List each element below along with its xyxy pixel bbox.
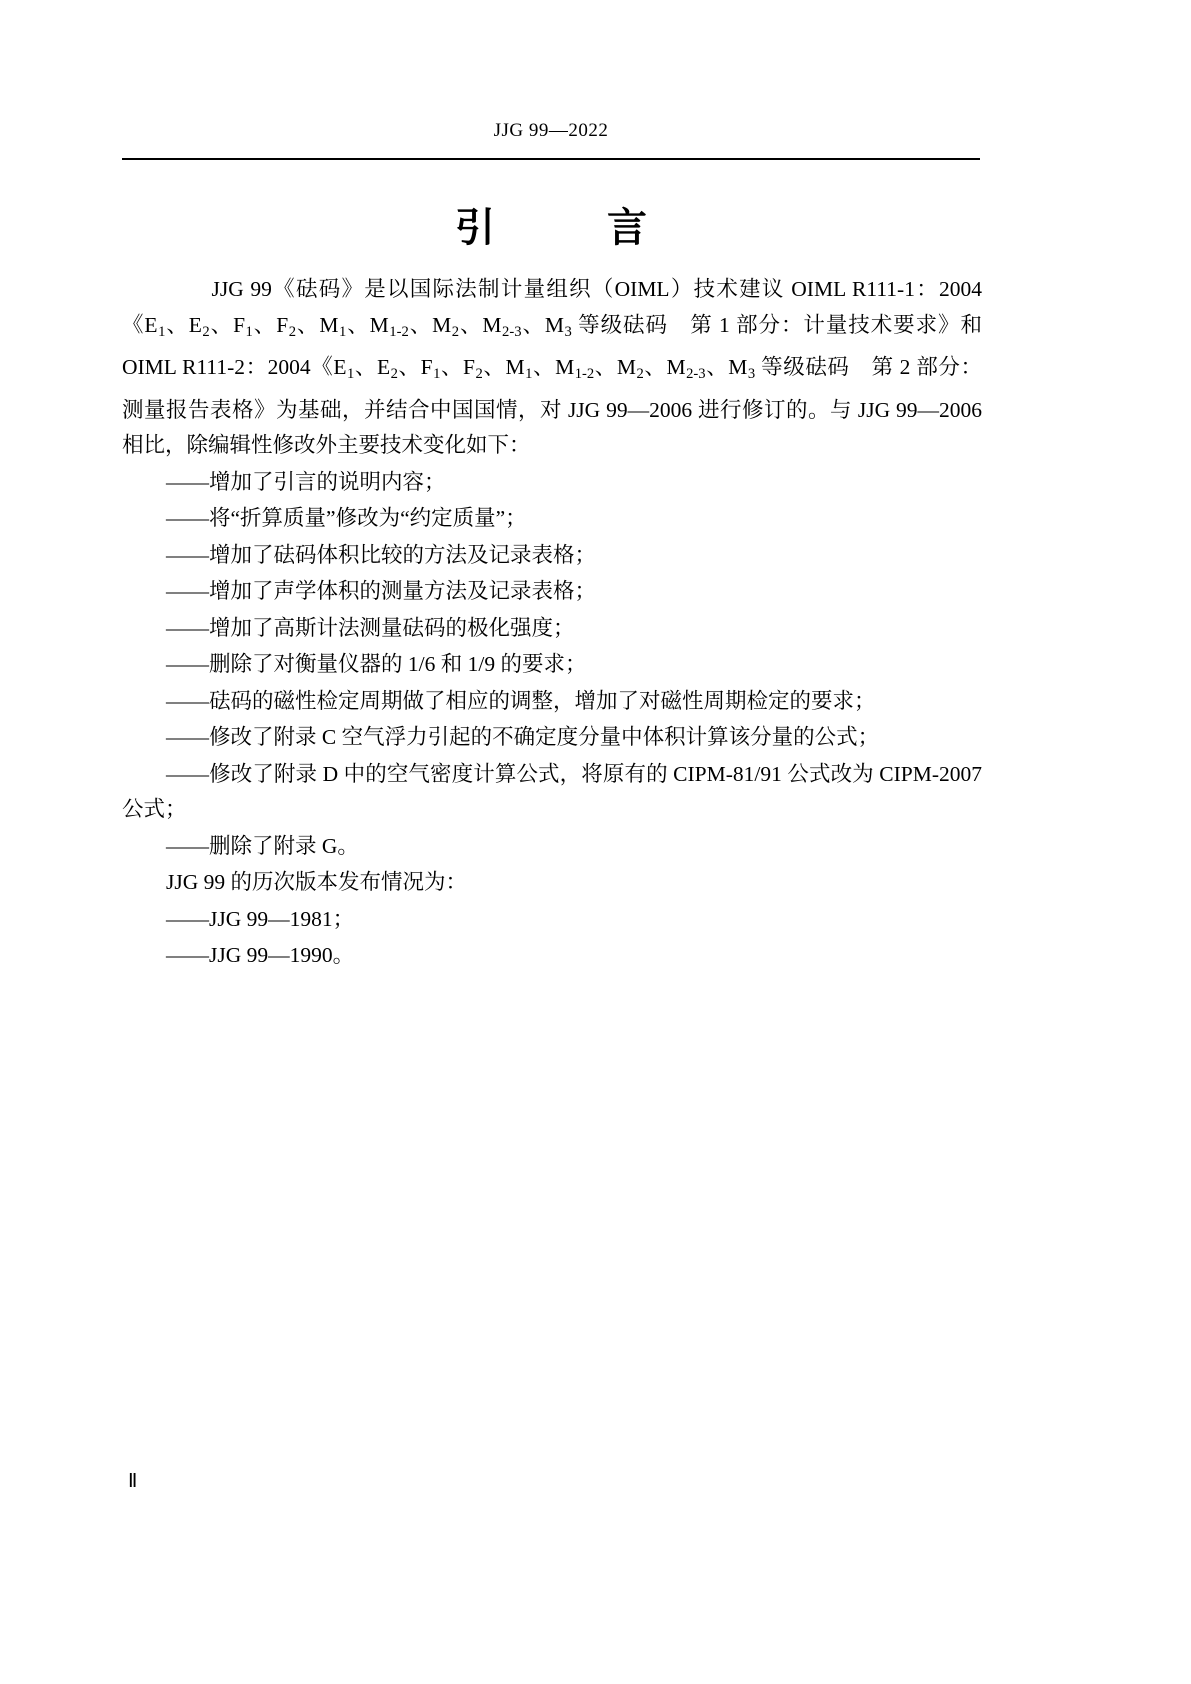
change-2: ——将“折算质量”修改为“约定质量”； (166, 506, 527, 531)
subscript: 1 (158, 323, 166, 340)
subscript: 3 (564, 323, 572, 340)
subscript: 1-2 (389, 323, 409, 340)
running-header: JJG 99—2022 (493, 120, 609, 141)
page-number: Ⅱ (128, 1471, 138, 1492)
change-8: ——修改了附录 C 空气浮力引起的不确定度分量中体积计算该分量的公式； (166, 725, 880, 750)
page-title: 引 言 (455, 205, 683, 251)
subscript: 2 (636, 366, 644, 383)
change-9: ——修改了附录 D 中的空气密度计算公式，将原有的 CIPM-81/91 公式改为 CIPM-2007 公式； (122, 761, 982, 822)
change-3: ——增加了砝码体积比较的方法及记录表格； (166, 542, 597, 567)
subscript: 2-3 (686, 366, 706, 383)
change-5: ——增加了高斯计法测量砝码的极化强度； (166, 615, 575, 640)
subscript: 2-3 (502, 323, 522, 340)
subscript: 2 (475, 366, 483, 383)
change-6: ——删除了对衡量仪器的 1/6 和 1/9 的要求； (166, 652, 587, 677)
history-lead: JJG 99 的历次版本发布情况为： (166, 870, 468, 895)
change-7: ——砝码的磁性检定周期做了相应的调整，增加了对磁性周期检定的要求； (166, 688, 876, 713)
subscript: 1-2 (574, 366, 595, 383)
history-2: ——JJG 99—1990。 (166, 943, 355, 968)
subscript: 2 (390, 366, 398, 383)
body-content (122, 272, 982, 975)
subscript: 1 (338, 323, 347, 340)
change-4: ——增加了声学体积的测量方法及记录表格； (166, 579, 597, 604)
change-1: ——增加了引言的说明内容； (166, 469, 446, 494)
subscript: 2 (288, 323, 296, 340)
intro-paragraph: JJG 99《砝码》是以国际法制计量组织（OIML）技术建议 OIML R111-1：2004《$E_1$、$E_2$、$F_1$、$F_2$、$M_1$、$M_{1-2}$、$M_2$、$M_{2-3}$、$M_3$ 等级砝码 第 1 部分：计量技术要求》和 OIML R111-2：2004《$E_1$、$E_2$、$F_1$、$F_2$、$M_1$、$M_{1-2}$、$M_2$、$M_{2-3}$、$M_3$ 等级砝码 第 2 部分：测量报告表格》为基础，并结合中国国情，对 JJG 99—2006 进行修订的。与 JJG 99—2006 相比，除编辑性修改外主要技术变化如下： (122, 277, 983, 458)
subscript: 2 (451, 323, 460, 340)
subscript: 1 (245, 323, 253, 340)
change-10: ——删除了附录 G。 (166, 833, 359, 858)
subscript: 3 (747, 366, 756, 383)
subscript: 2 (202, 323, 210, 340)
subscript: 1 (433, 366, 441, 383)
subscript: 1 (525, 366, 533, 383)
history-1: ——JJG 99—1981； (166, 906, 355, 931)
header-rule (122, 158, 980, 160)
subscript: 1 (346, 366, 355, 383)
